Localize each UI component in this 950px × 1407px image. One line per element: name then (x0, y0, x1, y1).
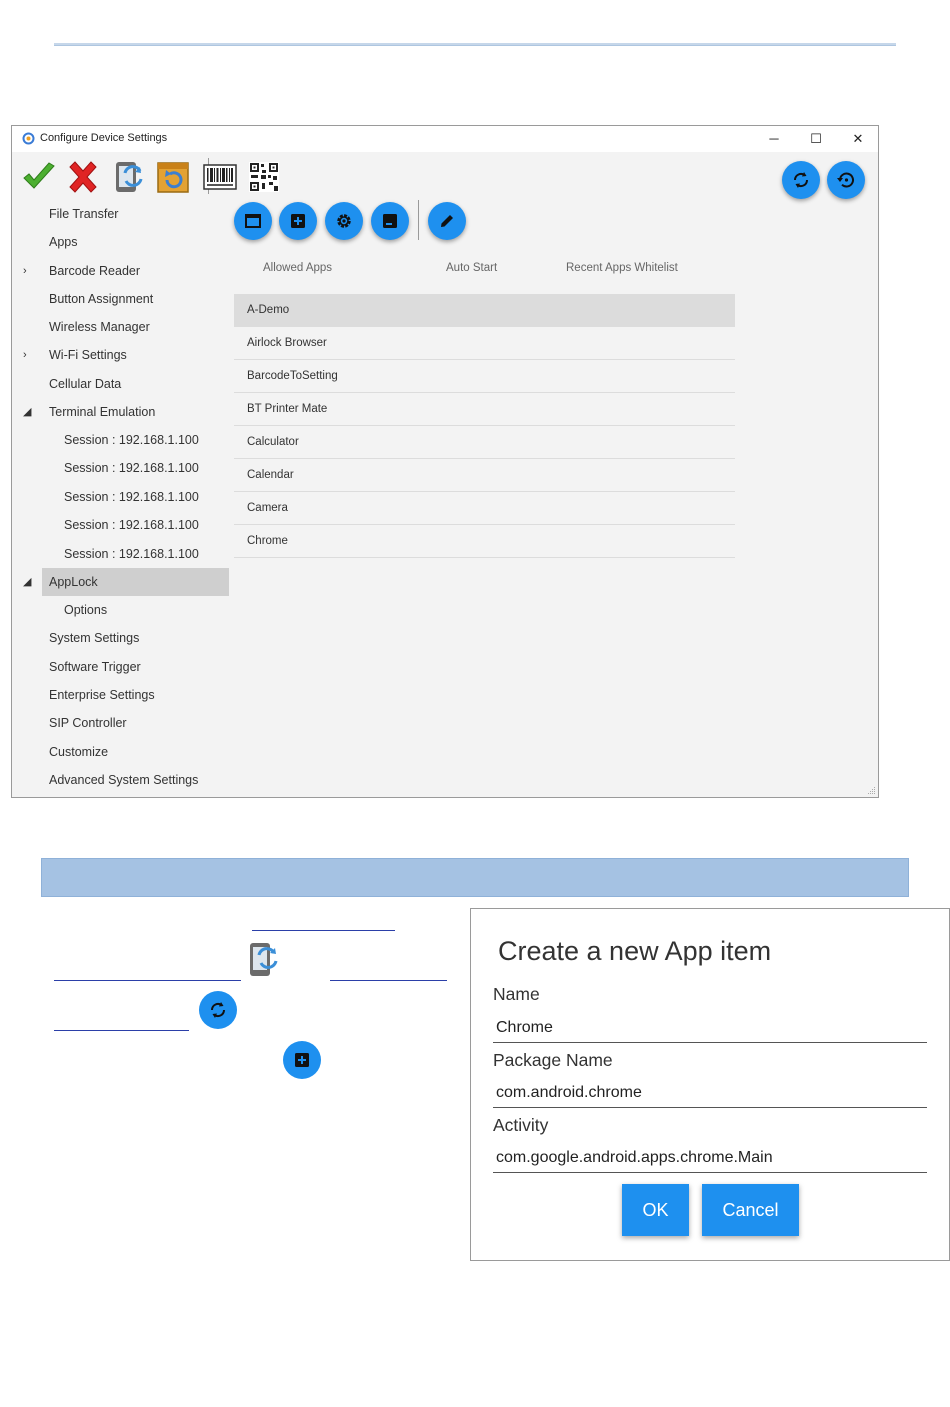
list-item[interactable]: Calculator (234, 426, 735, 459)
window-icon (244, 212, 262, 230)
save-check-icon[interactable] (21, 159, 57, 195)
dialog-title: Create a new App item (498, 936, 772, 966)
sidebar-item-applock[interactable]: AppLock (42, 568, 229, 596)
edit-pencil-icon (438, 212, 456, 230)
activity-label: Activity (493, 1115, 549, 1135)
tab-auto-start[interactable]: Auto Start (446, 262, 498, 274)
reload-settings-icon[interactable] (155, 159, 191, 195)
sidebar-item-button-assignment[interactable]: Button Assignment (49, 292, 154, 306)
ok-button[interactable]: OK (622, 1184, 689, 1236)
terminal-icon (381, 212, 399, 230)
name-field[interactable]: Chrome (493, 1013, 927, 1043)
list-item[interactable]: Calendar (234, 459, 735, 492)
sidebar-item-session[interactable]: Session : 192.168.1.100 (64, 433, 199, 447)
sidebar-item-wireless-manager[interactable]: Wireless Manager (49, 320, 150, 334)
sidebar-item-session[interactable]: Session : 192.168.1.100 (64, 518, 199, 532)
sidebar-item-software-trigger[interactable]: Software Trigger (49, 660, 141, 674)
sync-icon (208, 1000, 228, 1020)
collapse-caret-icon[interactable]: ◢ (23, 406, 32, 418)
restore-button[interactable] (827, 161, 865, 199)
link-underline (54, 980, 241, 981)
add-icon-reference (283, 1041, 321, 1079)
package-name-label: Package Name (493, 1050, 613, 1070)
collapse-caret-icon[interactable]: ◢ (23, 576, 32, 588)
list-item[interactable]: BT Printer Mate (234, 393, 735, 426)
sidebar-item-barcode-reader[interactable]: › Barcode Reader (12, 257, 229, 285)
sidebar-item-apps[interactable]: Apps (49, 235, 78, 249)
sidebar-item-advanced-system-settings[interactable]: Advanced System Settings (49, 773, 199, 787)
list-item[interactable]: Camera (234, 492, 735, 525)
expand-caret-icon[interactable]: › (23, 349, 27, 361)
app-gear-icon (22, 132, 35, 145)
list-item[interactable]: Chrome (234, 525, 735, 558)
sidebar-item-terminal-emulation[interactable]: ◢ Terminal Emulation (12, 398, 229, 426)
sidebar-item-enterprise-settings[interactable]: Enterprise Settings (49, 688, 155, 702)
window-button[interactable] (234, 202, 272, 240)
title-bar (12, 126, 878, 152)
sidebar-item-system-settings[interactable]: System Settings (49, 631, 140, 645)
activity-field[interactable]: com.google.android.apps.chrome.Main (493, 1143, 927, 1173)
sidebar-item-session[interactable]: Session : 192.168.1.100 (64, 547, 199, 561)
package-name-field[interactable]: com.android.chrome (493, 1078, 927, 1108)
device-sync-icon[interactable] (111, 159, 147, 195)
sidebar-item-wifi-settings[interactable]: › Wi-Fi Settings (12, 341, 229, 369)
settings-button[interactable] (325, 202, 363, 240)
close-button[interactable]: ✕ (852, 131, 864, 146)
sidebar-item-file-transfer[interactable]: File Transfer (49, 207, 119, 221)
sync-icon (791, 170, 811, 190)
add-box-icon (289, 212, 307, 230)
tab-recent-apps-whitelist[interactable]: Recent Apps Whitelist (566, 262, 678, 274)
sidebar-item-session[interactable]: Session : 192.168.1.100 (64, 490, 199, 504)
list-item[interactable]: BarcodeToSetting (234, 360, 735, 393)
list-item[interactable]: Airlock Browser (234, 327, 735, 360)
configure-device-settings-window (11, 125, 879, 798)
resize-grip-icon[interactable] (868, 787, 876, 795)
cancel-button[interactable]: Cancel (702, 1184, 799, 1236)
sync-icon-reference (199, 991, 237, 1029)
link-underline (252, 930, 395, 931)
terminal-button[interactable] (371, 202, 409, 240)
maximize-button[interactable]: ☐ (810, 131, 822, 146)
restore-history-icon (836, 170, 856, 190)
device-sync-icon (248, 941, 282, 979)
qr-code-icon[interactable] (246, 159, 282, 195)
barcode-icon[interactable] (202, 159, 238, 195)
sidebar-item-options[interactable]: Options (64, 603, 108, 617)
tab-allowed-apps[interactable]: Allowed Apps (263, 262, 333, 274)
action-separator (418, 200, 419, 240)
add-box-icon (293, 1051, 311, 1069)
create-app-item-dialog (470, 908, 950, 1261)
header-rule (54, 43, 896, 46)
name-label: Name (493, 984, 540, 1004)
sidebar-item-sip-controller[interactable]: SIP Controller (49, 716, 127, 730)
window-title: Configure Device Settings (40, 132, 168, 144)
link-underline (330, 980, 447, 981)
link-underline (54, 1030, 189, 1031)
list-item[interactable]: A-Demo (234, 294, 735, 327)
sidebar-item-cellular-data[interactable]: Cellular Data (49, 377, 122, 391)
expand-caret-icon[interactable]: › (23, 265, 27, 277)
sidebar-item-session[interactable]: Session : 192.168.1.100 (64, 461, 199, 475)
section-heading-band (41, 858, 909, 897)
discard-x-icon[interactable] (65, 159, 101, 195)
settings-gear-icon (334, 211, 354, 231)
sync-button[interactable] (782, 161, 820, 199)
minimize-button[interactable]: ─ (769, 131, 779, 146)
edit-button[interactable] (428, 202, 466, 240)
sidebar-item-customize[interactable]: Customize (49, 745, 109, 759)
add-app-button[interactable] (279, 202, 317, 240)
